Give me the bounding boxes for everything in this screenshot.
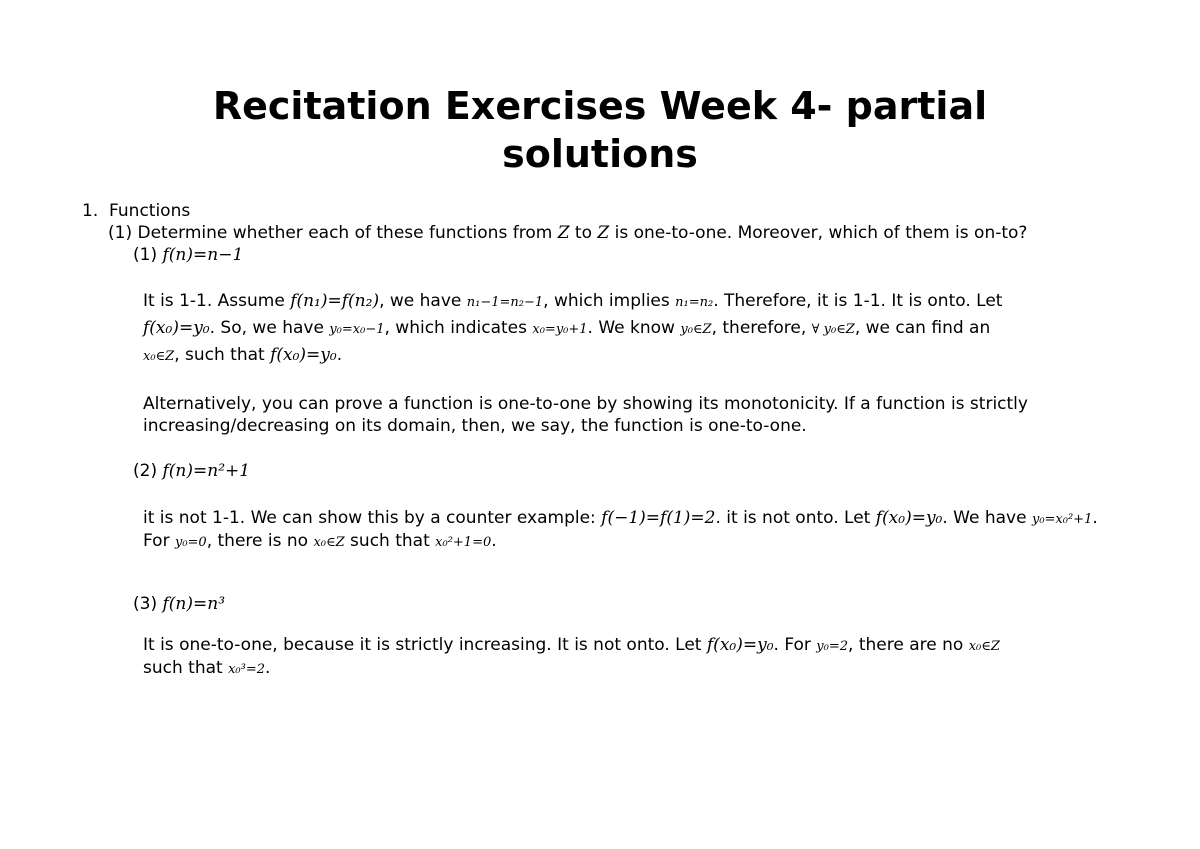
text-run: . [1092,508,1098,528]
math-expression: f(−1)=f(1)=2 [601,508,716,528]
math-expression: f(x₀)=y₀ [875,508,943,528]
part-label: (2) [133,461,158,481]
text-run: . So, we have [209,318,330,338]
part2-line-1 [143,507,1098,531]
part-label: (3) [133,594,158,614]
section-number: 1. [82,201,99,221]
math-expression: y₀=x₀−1 [329,322,385,337]
text-run: For [143,531,175,551]
math-expression: y₀=x₀²+1 [1031,512,1093,527]
question-text [108,222,1027,244]
part3-heading [133,593,225,615]
part2-heading [133,460,250,482]
math-expression: f(x₀)=y₀ [270,345,337,365]
math-expression: f(x₀)=y₀ [706,635,774,655]
text-run: such that [344,531,436,551]
text-run: , there is no [206,531,314,551]
set-symbol: Z [557,223,570,243]
function-formula: f(n)=n²+1 [162,461,251,481]
math-expression: x₀∈Z [313,535,345,550]
part1-paragraph-line-1 [143,290,1002,314]
text-run: , which implies [543,291,676,311]
text-run: It is one-to-one, because it is strictly increasing. It is not onto. Let [143,635,707,655]
text-run: , we have [379,291,467,311]
text-run: . Therefore, it is 1-1. It is onto. Let [713,291,1003,311]
text-run: , which indicates [384,318,533,338]
text-run: . [491,531,497,551]
math-expression: f(n₁)=f(n₂) [290,291,380,311]
page-title [0,82,1200,178]
section-label: Functions [109,201,191,221]
text-run: . [265,658,271,678]
math-expression: x₀=y₀+1 [532,322,588,337]
math-expression: x₀³=2 [228,662,266,677]
text-run: . [336,345,343,365]
part3-line-1 [143,634,1000,658]
math-expression: y₀=2 [816,639,849,654]
text-run: . it is not onto. Let [715,508,876,528]
title-line-1: Recitation Exercises Week 4- partial [212,84,988,128]
part-label: (1) [133,245,158,265]
set-symbol: Z [597,223,610,243]
text-run: it is not 1-1. We can show this by a counter example: [143,508,602,528]
part2-line-2 [143,530,497,554]
math-expression: f(x₀)=y₀ [143,318,210,338]
math-expression: x₀²+1=0 [435,535,492,550]
question-part: (1) Determine whether each of these functions from [108,223,558,243]
title-line-2: solutions [502,132,698,176]
math-expression: ∀ y₀∈Z [811,322,855,337]
part1-paragraph-line-3 [143,344,342,368]
text-run: such that [143,658,229,678]
text-run: , therefore, [711,318,812,338]
math-expression: x₀∈Z [143,349,175,364]
function-formula: f(n)=n³ [162,594,226,614]
question-part: to [569,223,598,243]
text-run: , such that [174,345,271,365]
text-run: , we can find an [854,318,991,338]
part1-heading [133,244,243,266]
text-run: It is 1-1. Assume [143,291,291,311]
alternative-line-2: increasing/decreasing on its domain, then, we say, the function is one-to-one. [143,416,807,436]
math-expression: n₁=n₂ [675,295,714,310]
math-expression: n₁−1=n₂−1 [466,295,544,310]
math-expression: x₀∈Z [968,639,1000,654]
text-run: , there are no [848,635,969,655]
math-expression: y₀=0 [174,535,207,550]
alternative-line-1: Alternatively, you can prove a function is one-to-one by showing its monotonicity. If a function is strictly [143,394,1028,414]
text-run: . For [773,635,817,655]
part3-line-2 [143,657,270,681]
question-part: is one-to-one. Moreover, which of them is on-to? [609,223,1028,243]
text-run: . We know [587,318,681,338]
math-expression: y₀∈Z [680,322,712,337]
section-heading [82,200,190,222]
part1-paragraph-line-2 [143,317,990,341]
text-run: . We have [942,508,1032,528]
function-formula: f(n)=n−1 [162,245,244,265]
